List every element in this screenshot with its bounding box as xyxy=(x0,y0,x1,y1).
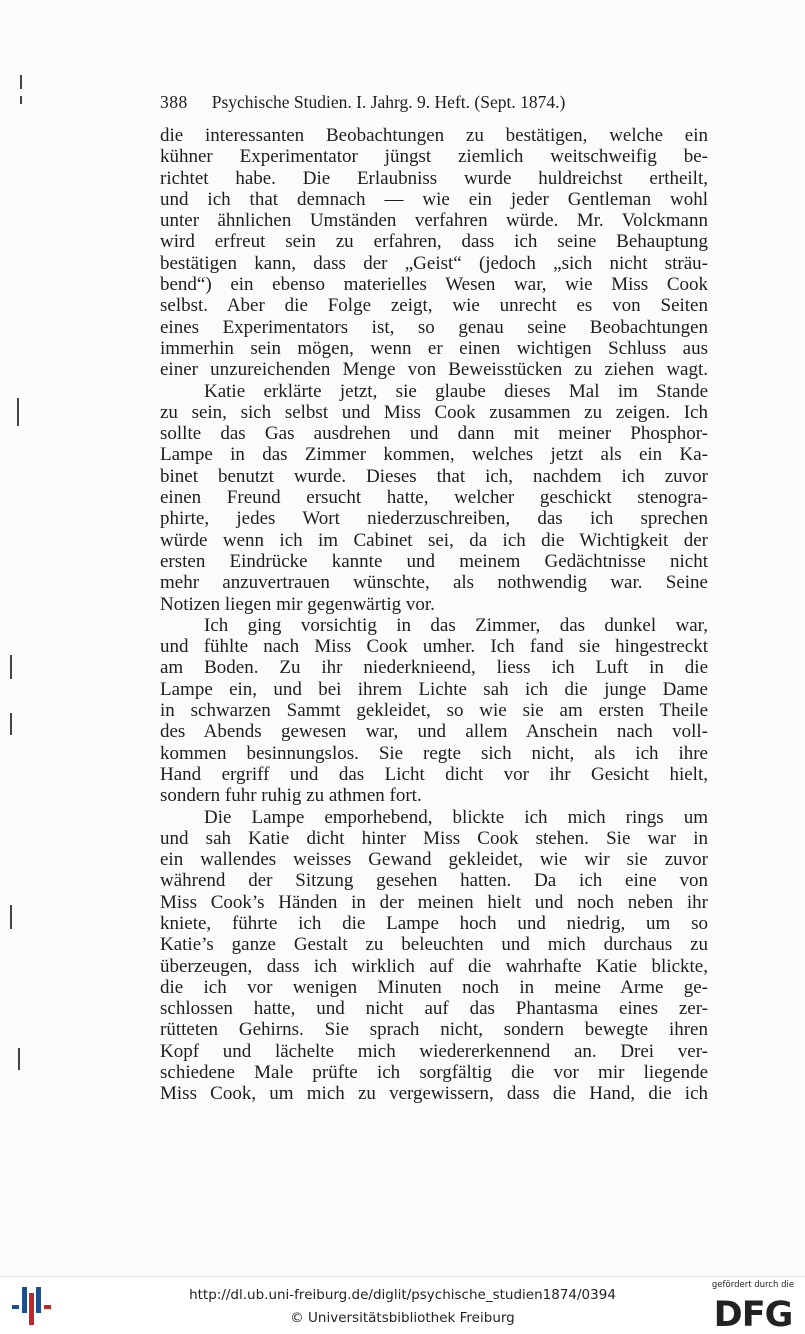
text-line: in schwarzen Sammt gekleidet, so wie sie am ersten Theile xyxy=(160,700,708,722)
text-line: ein wallendes weisses Gewand gekleidet, wie wir sie zuvor xyxy=(160,849,708,871)
running-title: Psychische Studien. I. Jahrg. 9. Heft. (Sept. 1874.) xyxy=(211,91,566,112)
dfg-caption: gefördert durch die xyxy=(711,1280,795,1290)
text-line: und sah Katie dicht hinter Miss Cook stehen. Sie war in xyxy=(160,827,708,849)
footer-bar xyxy=(0,1276,805,1334)
running-header xyxy=(160,88,708,116)
text-line: ersten Eindrücke kannte und meinem Gedächtnisse nicht xyxy=(160,550,708,572)
text-line: Die Lampe emporhebend, blickte ich mich rings um xyxy=(204,806,708,828)
text-line: überzeugen, dass ich wirklich auf die wahrhafte Katie blickte, xyxy=(160,955,708,977)
library-logo-icon xyxy=(8,1283,54,1329)
text-line: eines Experimentators ist, so genau seine Beobachtungen xyxy=(160,316,708,338)
text-line: Ich ging vorsichtig in das Zimmer, das dunkel war, xyxy=(204,614,708,636)
page-number: 388 xyxy=(160,91,188,112)
text-line: und fühlte nach Miss Cook umher. Ich fand sie hingestreckt xyxy=(160,636,708,658)
dfg-logo-icon xyxy=(706,1293,800,1331)
text-line: mehr anzuvertrauen wünschte, als nothwendig war. Seine xyxy=(160,572,708,594)
text-line: schiedene Male prüfte ich sorgfältig die vor mir liegende xyxy=(160,1062,708,1084)
text-line: Miss Cook’s Händen in der meinen hielt und noch neben ihr xyxy=(160,891,708,913)
margin-mark xyxy=(20,96,22,104)
margin-mark xyxy=(18,1048,20,1070)
text-line: unter ähnlichen Umständen verfahren würde. Mr. Volckmann xyxy=(160,210,708,232)
text-line: bend“) ein ebenso materielles Wesen war, wie Miss Cook xyxy=(160,274,708,296)
text-line: selbst. Aber die Folge zeigt, wie unrecht es von Seiten xyxy=(160,295,708,317)
text-line: richtet habe. Die Erlaubniss wurde huldreichst ertheilt, xyxy=(160,167,708,189)
margin-mark xyxy=(10,713,12,735)
text-line: sollte das Gas ausdrehen und dann mit meiner Phosphor- xyxy=(160,423,708,445)
dfg-badge xyxy=(706,1280,800,1332)
text-line: Lampe ein, und bei ihrem Lichte sah ich die junge Dame xyxy=(160,678,708,700)
text-line: Katie’s ganze Gestalt zu beleuchten und mich durchaus zu xyxy=(160,934,708,956)
text-line: bestätigen kann, dass der „Geist“ (jedoch „sich nicht sträu- xyxy=(160,252,708,274)
copyright-notice: © Universitätsbibliothek Freiburg xyxy=(290,1310,515,1326)
text-line: kühner Experimentator jüngst ziemlich weitschweifig be- xyxy=(160,146,708,168)
margin-mark xyxy=(17,398,19,426)
text-line: Lampe in das Zimmer kommen, welches jetzt als ein Ka- xyxy=(160,444,708,466)
text-line: Hand ergriff und das Licht dicht vor ihr Gesicht hielt, xyxy=(160,763,708,785)
text-line: einer unzureichenden Menge von Beweisstücken zu ziehen wagt. xyxy=(160,359,708,381)
text-line: die interessanten Beobachtungen zu bestätigen, welche ein xyxy=(160,125,708,146)
margin-mark xyxy=(20,75,22,89)
text-line: kniete, führte ich die Lampe hoch und niedrig, um so xyxy=(160,912,708,934)
text-line: schlossen hatte, und nicht auf das Phantasma eines zer- xyxy=(160,998,708,1020)
text-line: einen Freund ersucht hatte, welcher geschickt stenogra- xyxy=(160,487,708,509)
dfg-logo-text: DFG xyxy=(713,1295,793,1331)
text-line: Notizen liegen mir gegenwärtig vor. xyxy=(160,593,435,615)
text-line: sondern fuhr ruhig zu athmen fort. xyxy=(160,785,422,807)
text-line: rütteten Gehirns. Sie sprach nicht, sondern bewegte ihren xyxy=(160,1019,708,1041)
margin-mark xyxy=(10,905,12,929)
text-line: des Abends gewesen war, und allem Anschein nach voll- xyxy=(160,721,708,743)
text-line: und ich that demnach — wie ein jeder Gentleman wohl xyxy=(160,188,708,210)
text-line: Miss Cook, um mich zu vergewissern, dass die Hand, die ich xyxy=(160,1083,708,1105)
text-line: Katie erklärte jetzt, sie glaube dieses Mal im Stande xyxy=(204,380,708,402)
text-line: kommen besinnungslos. Sie regte sich nicht, als ich ihre xyxy=(160,742,708,764)
text-line: am Boden. Zu ihr niederknieend, liess ich Luft in die xyxy=(160,657,708,679)
margin-mark xyxy=(10,655,12,679)
text-line: würde wenn ich im Cabinet sei, da ich die Wichtigkeit der xyxy=(160,529,708,551)
text-line: während der Sitzung gesehen hatten. Da ich eine von xyxy=(160,870,708,892)
text-body xyxy=(160,125,708,1105)
text-line: phirte, jedes Wort niederzuschreiben, das ich sprechen xyxy=(160,508,708,530)
text-line: wird erfreut sein zu erfahren, dass ich seine Behauptung xyxy=(160,231,708,253)
text-line: Kopf und lächelte mich wiedererkennend an. Drei ver- xyxy=(160,1040,708,1062)
text-line: die ich vor wenigen Minuten noch in meine Arme ge- xyxy=(160,976,708,998)
text-line: zu sein, sich selbst und Miss Cook zusammen zu zeigen. Ich xyxy=(160,401,708,423)
document-url-link[interactable]: http://dl.ub.uni-freiburg.de/diglit/psychische_studien1874/0394 xyxy=(189,1287,616,1303)
text-line: binet benutzt wurde. Dieses that ich, nachdem ich zuvor xyxy=(160,465,708,487)
text-line: immerhin sein mögen, wenn er einen wichtigen Schluss aus xyxy=(160,337,708,359)
